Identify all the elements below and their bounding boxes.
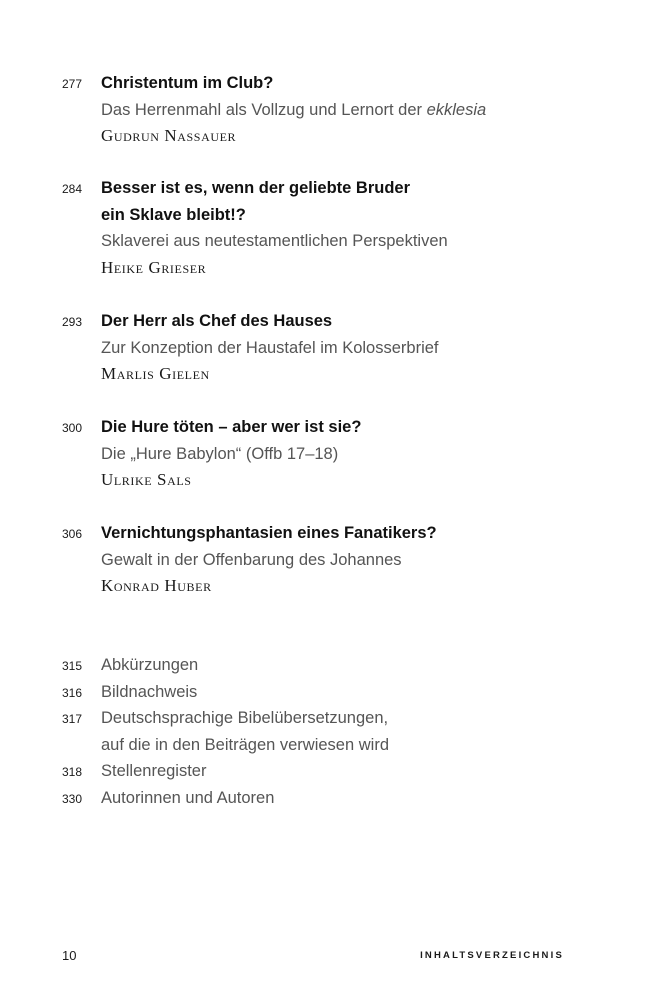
appendix-page-number: 330	[62, 791, 83, 806]
running-title: INHALTSVERZEICHNIS	[420, 950, 564, 961]
appendix-page-number: 317	[62, 712, 83, 726]
folio-page-number: 10	[62, 948, 77, 963]
entry-page-number: 284	[62, 182, 83, 196]
entry-page-number: 293	[62, 315, 83, 329]
entry-author: Ulrike Sals	[101, 470, 192, 489]
entry-text	[101, 175, 621, 281]
entry-text	[101, 414, 621, 494]
appendix-text	[101, 758, 621, 785]
appendix-label: Abkürzungen	[101, 656, 199, 674]
appendix-text	[101, 652, 621, 679]
entry-subtitle-emphasis: ekklesia	[426, 100, 487, 119]
entry-page-number: 300	[62, 421, 83, 435]
entry-author: Heike Grieser	[101, 257, 207, 277]
entry-text	[101, 308, 621, 388]
appendix-page-number: 315	[62, 659, 83, 673]
appendix-label-continued: auf die in den Beiträgen verwiesen wird	[101, 735, 390, 754]
appendix-text	[101, 679, 621, 706]
entry-page-number: 306	[62, 527, 83, 541]
entry-title: Christentum im Club?	[101, 74, 274, 92]
appendix-page-number: 318	[62, 765, 83, 779]
entry-page-number: 277	[62, 77, 83, 91]
entry-subtitle: Die „Hure Babylon“ (Offb 17–18)	[101, 444, 339, 463]
entry-text	[101, 520, 621, 600]
appendix-label: Autorinnen und Autoren	[101, 788, 275, 807]
entry-author: Konrad Huber	[101, 576, 212, 595]
entry-author: Gudrun Nassauer	[101, 126, 237, 145]
entry-subtitle: Sklaverei aus neutestamentlichen Perspektiven	[101, 232, 448, 250]
entry-subtitle	[101, 97, 621, 124]
appendix-page-number: 316	[62, 685, 83, 700]
appendix-label: Bildnachweis	[101, 682, 198, 701]
entry-subtitle: Zur Konzeption der Haustafel im Kolosserbrief	[101, 338, 439, 357]
appendix-label: Stellenregister	[101, 762, 207, 780]
entry-title: Die Hure töten – aber wer ist sie?	[101, 418, 362, 436]
entry-title: Vernichtungsphantasien eines Fanatikers?	[101, 524, 437, 542]
appendix-text	[101, 705, 621, 758]
entry-subtitle-text: Das Herrenmahl als Vollzug und Lernort der	[101, 100, 427, 119]
appendix-label: Deutschsprachige Bibelübersetzungen,	[101, 709, 389, 727]
entry-author: Marlis Gielen	[101, 364, 210, 383]
entry-title: Der Herr als Chef des Hauses	[101, 312, 333, 330]
entry-subtitle: Gewalt in der Offenbarung des Johannes	[101, 550, 402, 569]
appendix-text	[101, 785, 621, 812]
entry-text	[101, 70, 621, 150]
entry-title-continued: ein Sklave bleibt!?	[101, 205, 246, 224]
entry-title: Besser ist es, wenn der geliebte Bruder	[101, 179, 411, 197]
